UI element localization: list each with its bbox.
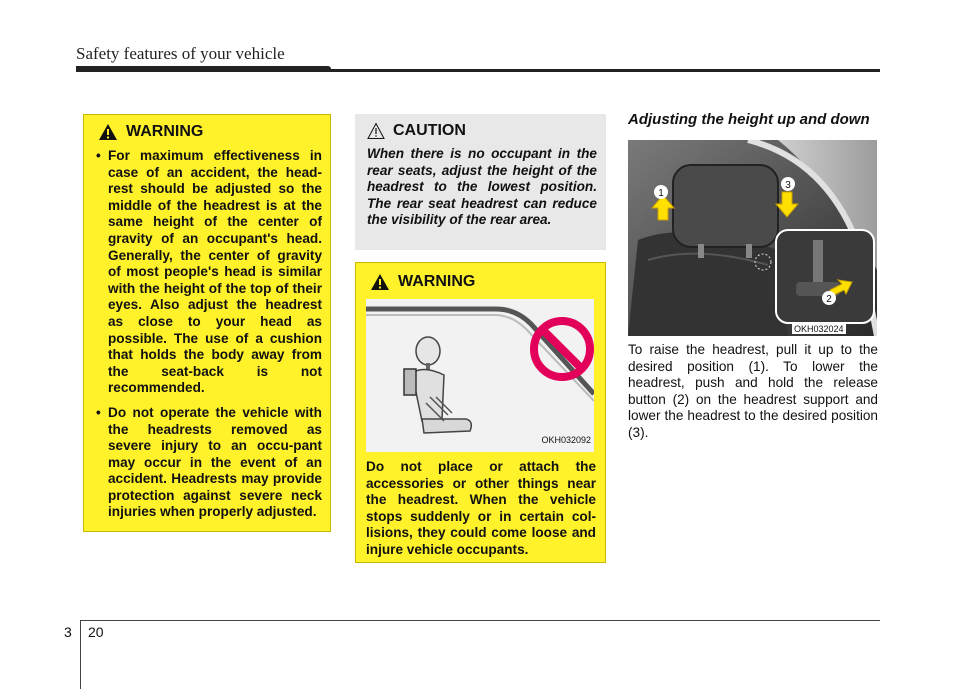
callout-3: 3 <box>785 180 791 191</box>
caution-text: When there is no occupant in the rear seats, adjust the height of the headrest to the lowest position. The rear seat headrest can reduce the visibility of the rear area. <box>367 146 597 228</box>
warning-item: • Do not operate the vehicle with the headrests removed as severe injury to an occu-pant may occur in the event of an accident. Headrests may provide protection against severe neck injuries when properly adjusted. <box>94 405 322 521</box>
headrest-photo-illustration <box>628 140 877 336</box>
callout-2: 2 <box>826 294 832 305</box>
warning-text: Do not place or attach the accessories or other things near the headrest. When the vehicle stops suddenly or in certain col-lisions, they could come loose and injure vehicle occupants. <box>366 459 596 557</box>
chapter-number: 3 <box>64 624 72 640</box>
callout-1: 1 <box>658 188 664 199</box>
warning-box-headrest-position <box>83 114 331 532</box>
warning-box-accessories <box>355 262 606 563</box>
warning-heading <box>98 123 203 141</box>
seat-with-prohibition-illustration <box>366 299 594 452</box>
caution-heading <box>367 122 466 140</box>
header-rule-accent <box>76 66 331 72</box>
section-title: Adjusting the height up and down <box>628 111 870 128</box>
caution-title: CAUTION <box>393 122 466 139</box>
seat-accessory-illustration <box>366 299 594 452</box>
caution-triangle-icon <box>367 122 385 140</box>
warning-item: • For maximum effectiveness in case of an accident, the head-rest should be adjusted so the middle of the headrest is at the same height of the center of gravity of an occupant's head. Generally, the center of gravity of most people's head is similar with the height of the top of their eyes. Also adjust the headrest as close to your head as possible. The use of a cushion that holds the body away from the seat-back is not recommended. <box>94 148 322 397</box>
page-header-title: Safety features of your vehicle <box>76 44 285 63</box>
warning-list <box>94 148 322 529</box>
figure-code: OKH032024 <box>794 324 844 334</box>
figure-code: OKH032092 <box>541 435 591 445</box>
footer-divider <box>80 620 81 689</box>
adjustment-instructions: To raise the headrest, pull it up to the desired position (1). To lower the headrest, push and hold the release button (2) on the headrest support and lower the headrest to the desired position (3). <box>628 342 878 440</box>
warning-triangle-icon <box>370 273 390 291</box>
warning-title: WARNING <box>126 123 204 140</box>
headrest-adjustment-photo <box>628 140 877 336</box>
footer-rule <box>80 620 880 621</box>
warning-title: WARNING <box>398 273 476 290</box>
caution-box <box>355 114 606 250</box>
warning-triangle-icon <box>98 123 118 141</box>
warning-heading <box>370 273 475 291</box>
page-number: 20 <box>88 624 104 640</box>
